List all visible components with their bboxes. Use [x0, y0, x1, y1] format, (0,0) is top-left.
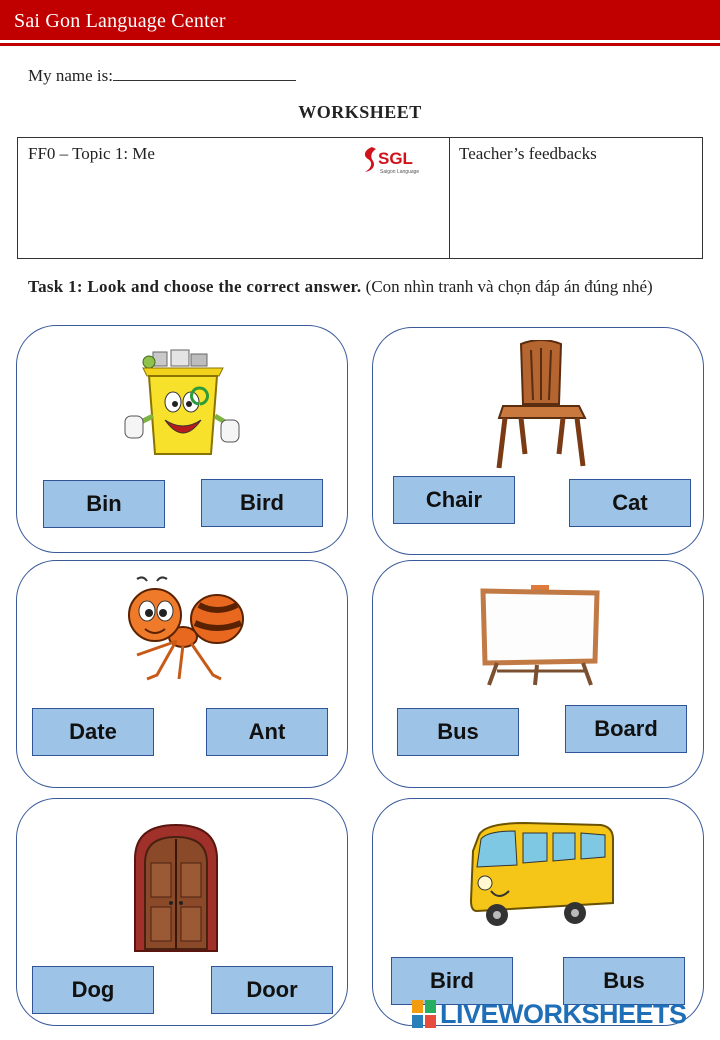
option-board-button[interactable]: Board — [565, 705, 687, 753]
logo-text: SGL — [378, 149, 413, 168]
name-input-line[interactable] — [113, 65, 296, 81]
info-table — [17, 137, 703, 259]
header-bar — [0, 0, 720, 40]
option-bird-button-2[interactable]: Bird — [391, 957, 513, 1005]
name-row — [28, 65, 296, 86]
question-card-1 — [16, 325, 348, 553]
header-divider — [0, 43, 720, 46]
feedback-label: Teacher’s feedbacks — [459, 144, 597, 163]
logo-subtext: Saigon Language — [380, 169, 420, 175]
option-date-button[interactable]: Date — [32, 708, 154, 756]
question-card-4 — [372, 560, 704, 788]
ant-picture — [117, 575, 257, 693]
option-chair-button[interactable]: Chair — [393, 476, 515, 524]
bus-picture — [465, 821, 617, 929]
question-card-3 — [16, 560, 348, 788]
question-card-6 — [372, 798, 704, 1026]
trash-bin-picture — [119, 346, 243, 460]
option-cat-button[interactable]: Cat — [569, 479, 691, 527]
door-picture — [131, 823, 221, 955]
liveworksheets-text: LIVEWORKSHEETS — [440, 998, 687, 1029]
option-ant-button[interactable]: Ant — [206, 708, 328, 756]
sgl-logo — [360, 144, 432, 176]
header-title: Sai Gon Language Center — [14, 10, 226, 32]
liveworksheets-badge-icon — [412, 1000, 436, 1028]
chair-picture — [495, 340, 587, 472]
option-dog-button[interactable]: Dog — [32, 966, 154, 1014]
worksheet-title: WORKSHEET — [298, 102, 422, 122]
task-translation: (Con nhìn tranh và chọn đáp án đúng nhé) — [365, 277, 653, 296]
question-card-5 — [16, 798, 348, 1026]
task-label: Task 1: Look and choose the correct answer. — [28, 277, 362, 296]
option-bus-button[interactable]: Bus — [397, 708, 519, 756]
liveworksheets-watermark — [412, 998, 687, 1030]
topic-cell — [18, 138, 450, 258]
option-bird-button[interactable]: Bird — [201, 479, 323, 527]
whiteboard-picture — [477, 585, 603, 689]
option-bin-button[interactable]: Bin — [43, 480, 165, 528]
task-instruction — [28, 276, 700, 297]
option-bus-button-2[interactable]: Bus — [563, 957, 685, 1005]
name-label: My name is: — [28, 66, 113, 85]
topic-text: FF0 – Topic 1: Me — [28, 144, 155, 163]
option-door-button[interactable]: Door — [211, 966, 333, 1014]
question-card-2 — [372, 327, 704, 555]
